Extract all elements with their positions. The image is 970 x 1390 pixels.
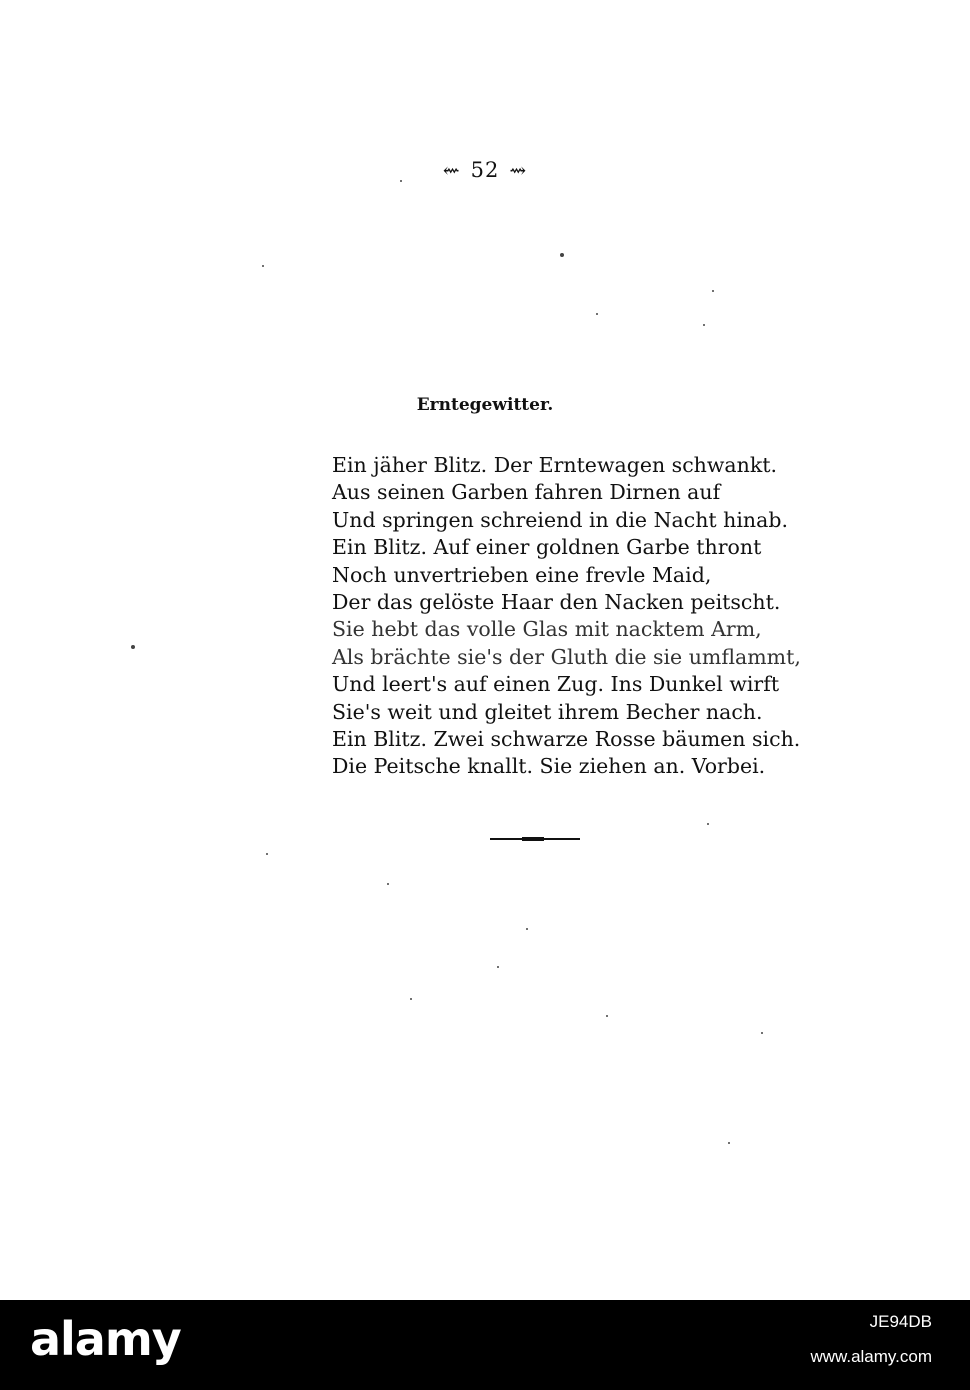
poem-line: Ein Blitz. Zwei schwarze Rosse bäumen sich.: [332, 727, 801, 752]
print-speck: [131, 645, 135, 649]
poem-line: Und leert's auf einen Zug. Ins Dunkel wirft: [332, 672, 780, 697]
print-speck: [596, 313, 598, 315]
poem-line: Ein Blitz. Auf einer goldnen Garbe thront: [332, 535, 762, 560]
image-id: JE94DB: [869, 1312, 932, 1331]
print-speck: [400, 180, 402, 182]
poem-line: Und springen schreiend in die Nacht hinab.: [332, 507, 788, 532]
print-speck: [560, 253, 564, 257]
poem-line: Die Peitsche knallt. Sie ziehen an. Vorbei.: [332, 754, 766, 779]
poem-line: Als brächte sie's der Gluth die sie umflammt,: [332, 644, 801, 669]
print-speck: [712, 290, 714, 292]
print-speck: [410, 998, 412, 1000]
print-speck: [707, 823, 709, 825]
print-speck: [728, 1142, 730, 1144]
print-speck: [387, 883, 389, 885]
stock-watermark-bar: [0, 1300, 970, 1390]
left-ornament-icon: ⇜: [442, 158, 461, 182]
alamy-logo: alamy: [30, 1312, 181, 1366]
site-url: www.alamy.com: [810, 1347, 932, 1366]
poem-line: Noch unvertrieben eine frevle Maid,: [332, 562, 712, 587]
print-speck: [262, 265, 264, 267]
poem-line: Der das gelöste Haar den Nacken peitscht.: [332, 590, 781, 615]
poem-line: Aus seinen Garben fahren Dirnen auf: [332, 480, 721, 505]
print-speck: [497, 966, 499, 968]
right-ornament-icon: ⇝: [509, 158, 528, 182]
poem-body: [332, 452, 801, 781]
page-number-header: [0, 158, 970, 182]
print-speck: [526, 928, 528, 930]
page-number: 52: [470, 158, 500, 182]
poem-title: Erntegewitter.: [416, 395, 554, 415]
print-speck: [761, 1032, 763, 1034]
print-speck: [606, 1015, 608, 1017]
poem-line: Sie's weit und gleitet ihrem Becher nach.: [332, 699, 763, 724]
end-ornament-rule: [490, 838, 580, 840]
poem-line: Ein jäher Blitz. Der Erntewagen schwankt.: [332, 453, 778, 477]
print-speck: [266, 853, 268, 855]
poem-line: Sie hebt das volle Glas mit nacktem Arm,: [332, 617, 762, 642]
print-speck: [703, 324, 705, 326]
